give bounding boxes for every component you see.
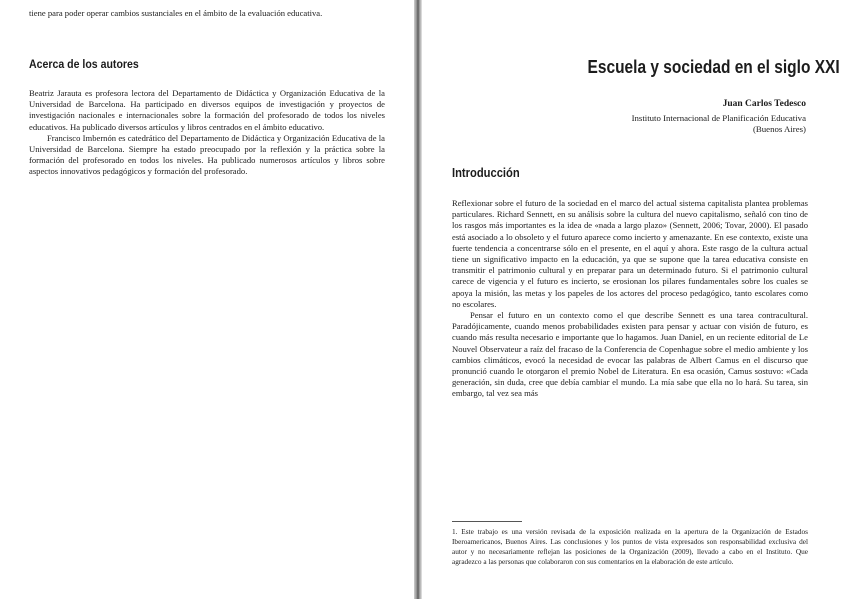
author-affiliation [546, 113, 806, 136]
section-heading-introduction: Introducción [452, 165, 520, 180]
left-page [0, 0, 420, 599]
section-heading-authors: Acerca de los autores [29, 57, 139, 71]
introduction-body [452, 198, 808, 400]
affiliation-line: Instituto Internacional de Planificación Educativa [631, 113, 806, 123]
author-bios [29, 88, 385, 178]
right-page [420, 0, 848, 599]
bio-paragraph: Francisco Imbernón es catedrático del Departamento de Didáctica y Organización Educativa de la Universidad de Barcelona. Siempre ha estado preocupado por la reflexión y la práctica sobre la formación del profesorado en todos los niveles. Ha publicado numerosos artículos y libros sobre aspectos innovativos pedagógicos y formación del profesorado. [29, 132, 385, 177]
footnote: 1. Este trabajo es una versión revisada de la exposición realizada en la apertura de la Organización de Estados Iberoamericanos, Buenos Aires. Las conclusiones y los puntos de vista expresados son responsabilidad exclusiva del autor y no necesariamente reflejan las posiciones de la Organización (2009), llevado a cabo en el Instituto. Que agradezco a las personas que colaboraron con sus comentarios en la elaboración de este artículo. [452, 527, 808, 566]
bio-paragraph: Beatriz Jarauta es profesora lectora del Departamento de Didáctica y Organización Educativa de la Universidad de Barcelona. Ha participado en diversos equipos de investigación y proyectos de investigación nacionales e internacionales sobre la formación del profesorado de todos los niveles educativos. Ha publicado diversos artículos y libros centrados en el ámbito educativo. [29, 88, 385, 132]
body-paragraph: Reflexionar sobre el futuro de la sociedad en el marco del actual sistema capitalista plantea problemas particulares. Richard Sennett, en su análisis sobre la cultura del nuevo capitalismo, señaló con tino de los rasgos más importantes es la idea de «nada a largo plazo» (Sennett, 2006; Tovar, 2000). El pasado está asociado a lo obsoleto y el futuro aparece como incierto y amenazante. En ese contexto, existe una fuerte tendencia a concentrarse sólo en el presente, en el aquí y ahora. Este rasgo de la cultura actual tiene un significativo impacto en la educación, ya que se supone que la tarea educativa consiste en transmitir el patrimonio cultural y en preparar para un determinado futuro. Si el patrimonio cultural carece de vigencia y el futuro es incierto, se erosionan los pilares fundamentales sobre los cuales se apoya la misión, las metas y los papeles de los actores del proceso pedagógico, tanto escolares como no escolares. [452, 198, 808, 309]
continuation-text: tiene para poder operar cambios sustanciales en el ámbito de la evaluación educativa. [29, 8, 323, 18]
body-paragraph: Pensar el futuro en un contexto como el que describe Sennett es una tarea contracultural. Paradójicamente, cuando menos probabilidades existen para pensar y actuar con visión de futuro, es cuando más resulta necesario e importante que lo hagamos. Juan Daniel, en un reciente editorial de Le Nouvel Observateur a raíz del fracaso de la Conferencia de Copenhague sobre el medio ambiente y los cambios climáticos, evocó la necesidad de evocar las palabras de Albert Camus en el discurso que pronunció cuando le otorgaron el premio Nobel de Literatura. En esa ocasión, Camus sostuvo: «Cada generación, sin duda, cree que debía cambiar el mundo. La mía sabe que ella no lo hará. Su tarea, sin embargo, tal vez sea más [452, 310, 808, 399]
affiliation-line: (Buenos Aires) [752, 124, 806, 135]
chapter-title: Escuela y sociedad en el siglo XXI [587, 57, 840, 77]
footnote-rule [452, 521, 522, 522]
author-name: Juan Carlos Tedesco [722, 99, 806, 109]
